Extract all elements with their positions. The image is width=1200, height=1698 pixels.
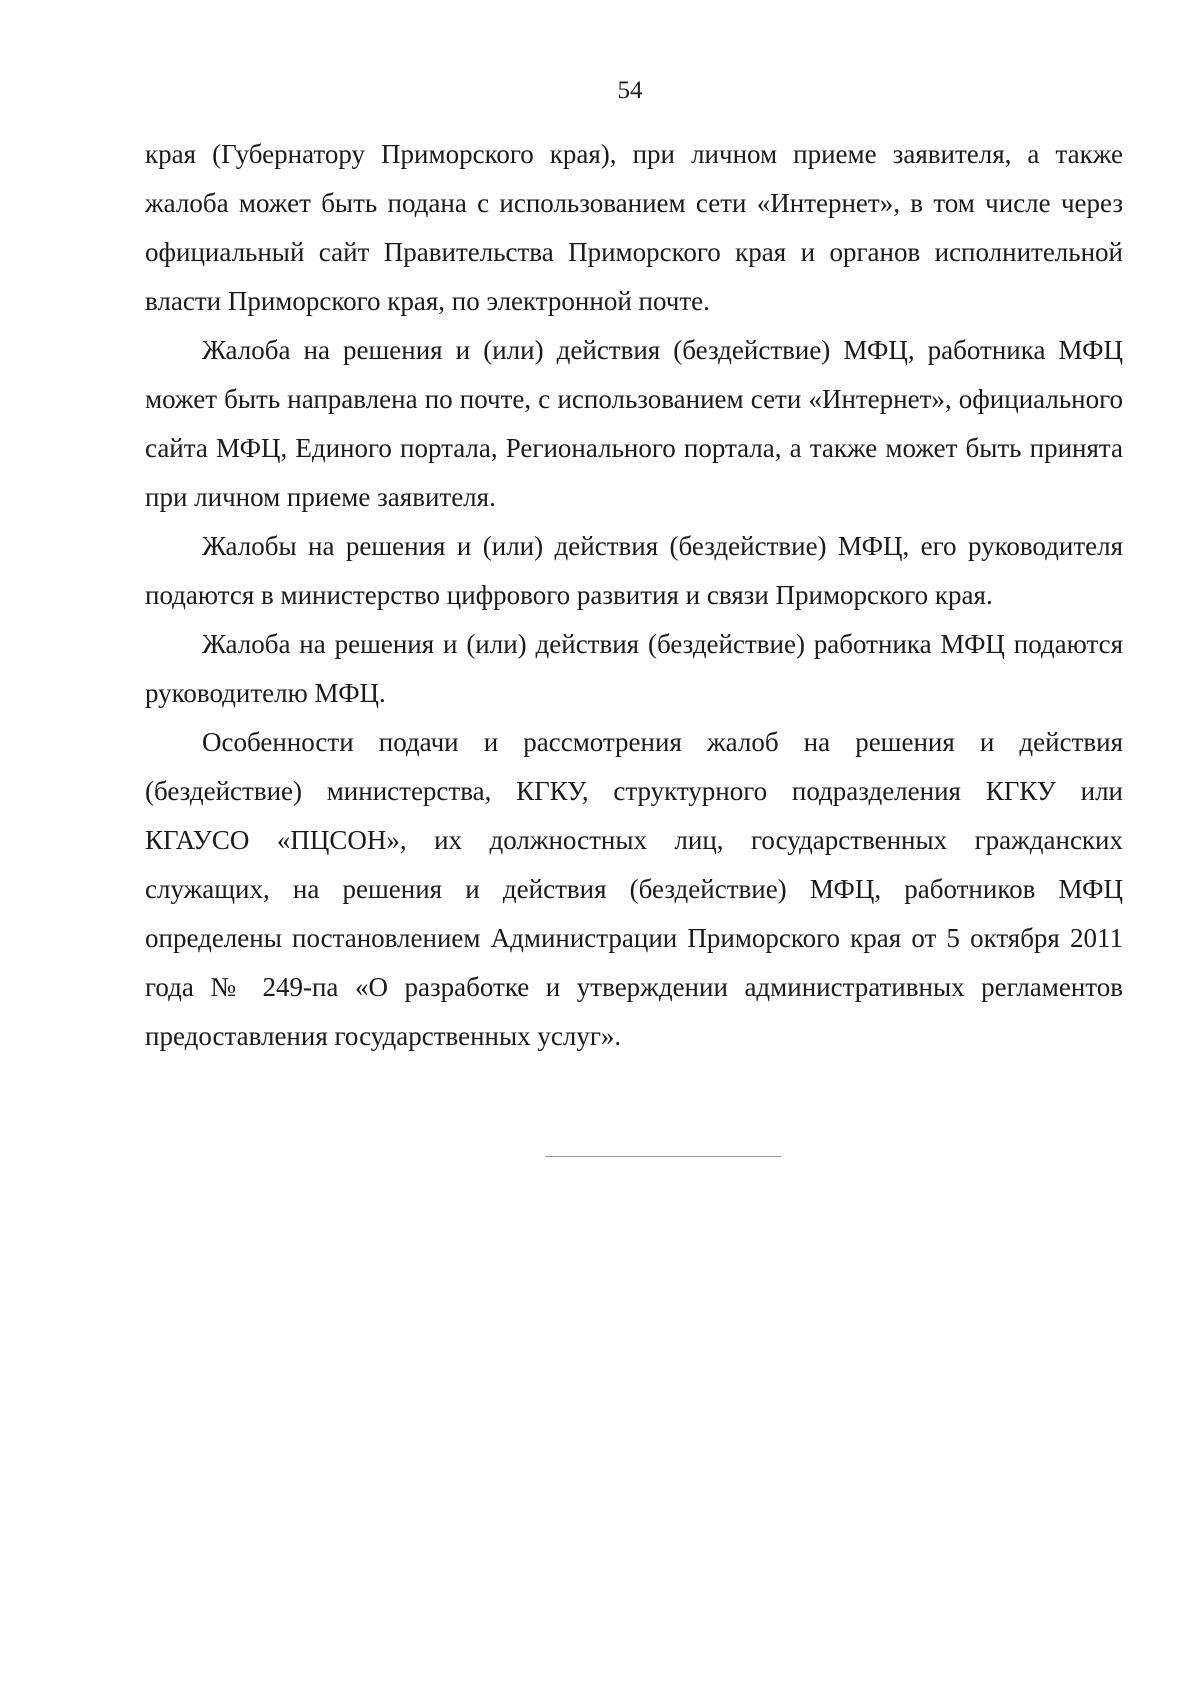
paragraph-complaint-features: Особенности подачи и рассмотрения жалоб на решения и действия (бездействие) министерства, КГКУ, структурного подразделения КГКУ или КГАУСО «ПЦСОН», их должностных лиц, государственных гражданских служащих, на решения и действия (бездействие) МФЦ, работников МФЦ определены постановлением Администрации Приморского края от 5 октября 2011 года № 249-па «О разработке и утверждении административных регламентов предоставления государственных услуг». [145,727,1123,1051]
paragraph-mfc-worker-complaints: Жалоба на решения и (или) действия (бездействие) работника МФЦ подаются руководителю МФЦ. [145,629,1123,708]
paragraph-mfc-complaint-channels: Жалоба на решения и (или) действия (бездействие) МФЦ, работника МФЦ может быть направлена по почте, с использованием сети «Интернет», официального сайта МФЦ, Единого портала, Регионального портала, а также может быть принята при личном приеме заявителя. [145,335,1123,512]
end-of-text-rule [545,1156,781,1157]
paragraph-continuation: края (Губернатору Приморского края), при личном приеме заявителя, а также жалоба может быть подана с использованием сети «Интернет», в том числе через официальный сайт Правительства Приморского края и органов исполнительной власти Приморского края, по электронной почте. [145,139,1123,316]
page-number: 54 [617,77,643,104]
paragraph-mfc-head-complaints: Жалобы на решения и (или) действия (бездействие) МФЦ, его руководителя подаются в министерство цифрового развития и связи Приморского края. [145,531,1123,610]
document-body [145,130,1123,1061]
